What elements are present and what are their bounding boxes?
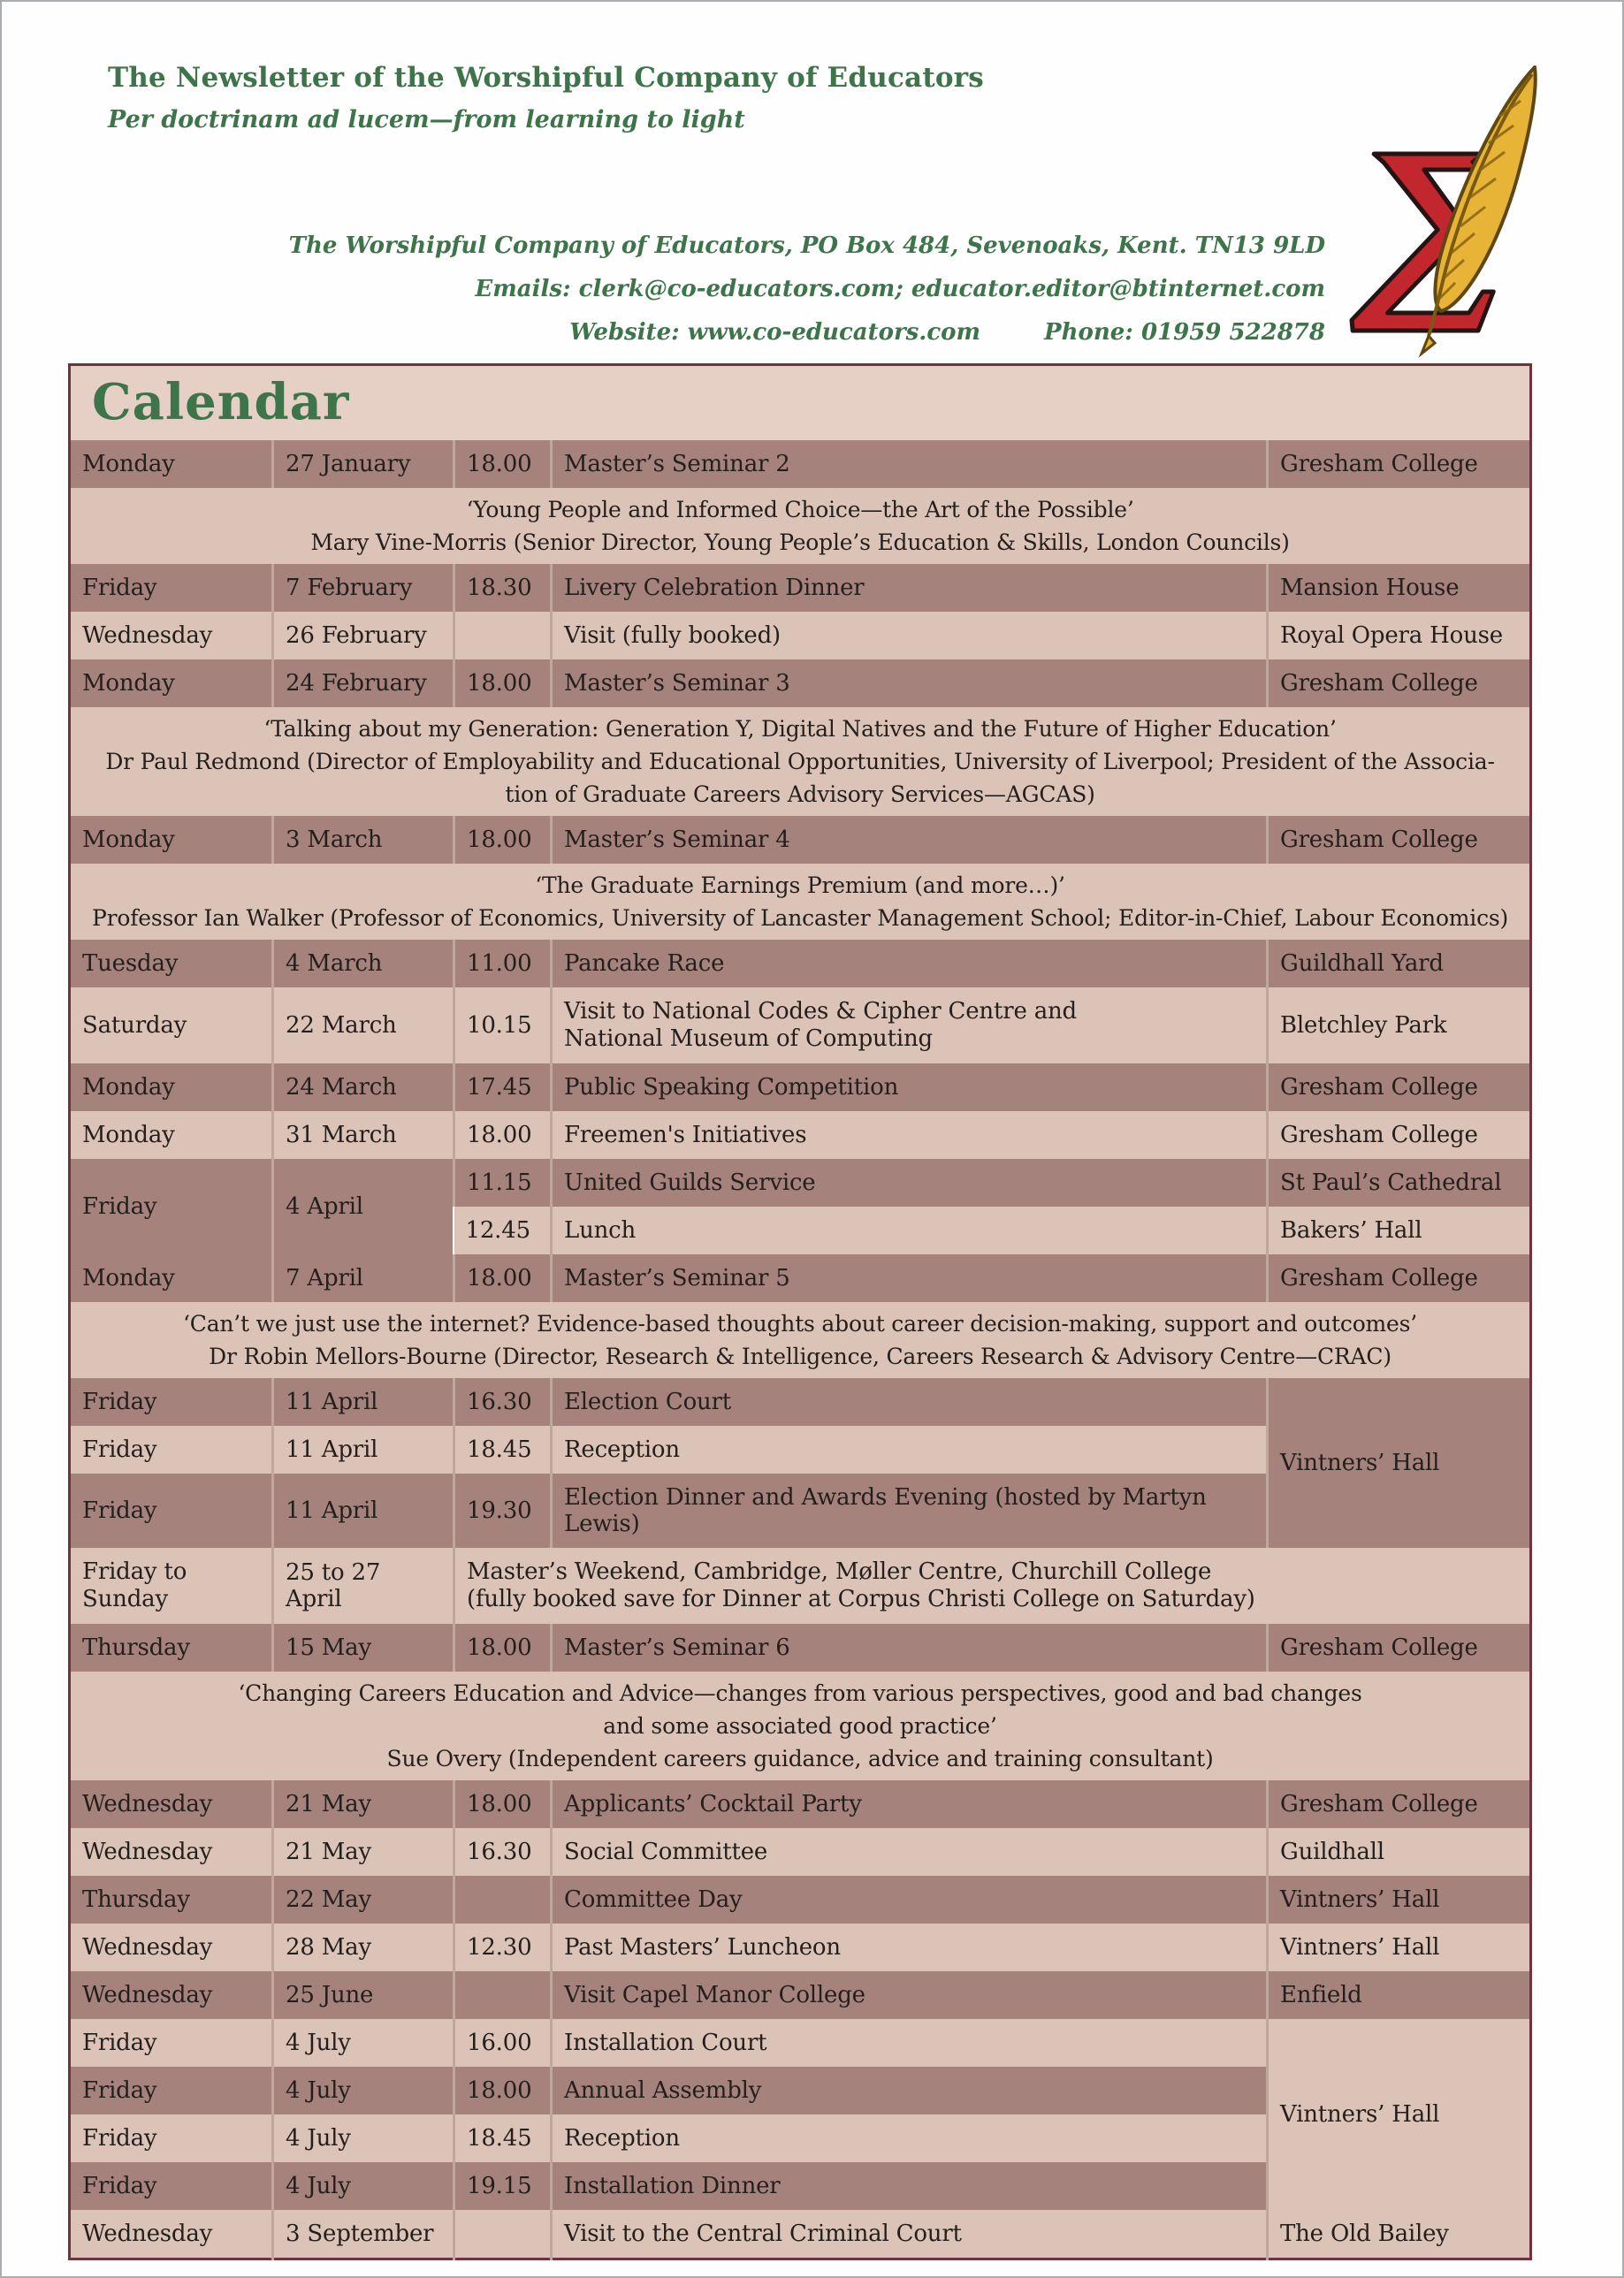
cell-event: Past Masters’ Luncheon: [552, 1924, 1268, 1971]
cell-loc: St Paul’s Cathedral: [1268, 1159, 1531, 1207]
cell-day: Wednesday: [70, 1924, 273, 1971]
calendar-event-row: [70, 1063, 1531, 1111]
cell-date: 7 April: [273, 1254, 454, 1302]
calendar-title-row: [70, 365, 1531, 441]
calendar-description-row: [70, 1302, 1531, 1378]
cell-day: Friday: [70, 1474, 273, 1548]
cell-loc: Gresham College: [1268, 1063, 1531, 1111]
cell-loc: Guildhall: [1268, 1828, 1531, 1876]
cell-loc: Guildhall Yard: [1268, 940, 1531, 987]
cell-loc: Gresham College: [1268, 816, 1531, 864]
cell-day: Friday: [70, 1378, 273, 1426]
calendar-event-row: [70, 816, 1531, 864]
cell-date: 24 February: [273, 659, 454, 707]
email-line: Emails: clerk@co-educators.com; educator.editor@btinternet.com: [475, 276, 1325, 302]
phone-text: Phone: 01959 522878: [1044, 319, 1325, 346]
cell-event: Livery Celebration Dinner: [552, 564, 1268, 612]
calendar-description-row: [70, 1672, 1531, 1780]
description-cell: ‘The Graduate Earnings Premium (and more…)’ Professor Ian Walker (Professor of Economics, University of Lancaster Management School; Editor-in-Chief, Labour Economics): [70, 864, 1531, 940]
cell-loc: Bletchley Park: [1268, 987, 1531, 1063]
cell-day: Friday: [70, 564, 273, 612]
cell-event: Election Dinner and Awards Evening (hosted by Martyn Lewis): [552, 1474, 1268, 1548]
cell-date: 22 March: [273, 987, 454, 1063]
description-cell: ‘Talking about my Generation: Generation Y, Digital Natives and the Future of Higher Education’ Dr Paul Redmond (Director of Employability and Educational Opportunities, University of Liverpool; President of the Associa- tion of Graduate Careers Advisory Services—AGCAS): [70, 707, 1531, 816]
cell-time: [454, 1971, 552, 2019]
cell-time: 16.00: [454, 2019, 552, 2067]
cell-day: Wednesday: [70, 1971, 273, 2019]
cell-day: Wednesday: [70, 1780, 273, 1828]
cell-date: 24 March: [273, 1063, 454, 1111]
cell-time: 19.15: [454, 2162, 552, 2210]
cell-date: 15 May: [273, 1624, 454, 1672]
contact-block: [2, 225, 1325, 354]
cell-loc: Royal Opera House: [1268, 612, 1531, 659]
cell-day: Thursday: [70, 1876, 273, 1924]
cell-event: Committee Day: [552, 1876, 1268, 1924]
cell-time: 18.00: [454, 1111, 552, 1159]
cell-time: 12.45: [454, 1207, 552, 1254]
calendar-event-row: [70, 1254, 1531, 1302]
cell-loc: Gresham College: [1268, 1780, 1531, 1828]
cell-date: 28 May: [273, 1924, 454, 1971]
cell-day: Friday to Sunday: [70, 1548, 273, 1624]
calendar-event-row: [70, 612, 1531, 659]
calendar-event-row: [70, 2210, 1531, 2259]
cell-time: 11.15: [454, 1159, 552, 1207]
cell-time: 17.45: [454, 1063, 552, 1111]
calendar-event-row: [70, 1624, 1531, 1672]
calendar-event-row: [70, 1548, 1531, 1624]
cell-date: 3 September: [273, 2210, 454, 2259]
cell-day: Friday: [70, 2114, 273, 2162]
cell-day: Monday: [70, 659, 273, 707]
cell-day: Friday: [70, 1426, 273, 1474]
newsletter-motto: Per doctrinam ad lucem—from learning to light: [108, 106, 745, 133]
cell-loc: Bakers’ Hall: [1268, 1207, 1531, 1254]
cell-time: [454, 2210, 552, 2259]
calendar-description-row: [70, 488, 1531, 564]
cell-date: 4 July: [273, 2067, 454, 2114]
calendar-event-row: [70, 1924, 1531, 1971]
cell-date: 31 March: [273, 1111, 454, 1159]
cell-time: 18.45: [454, 2114, 552, 2162]
cell-event: Installation Dinner: [552, 2162, 1268, 2210]
cell-day: Saturday: [70, 987, 273, 1063]
calendar-event-row: [70, 940, 1531, 987]
calendar-event-row: [70, 1111, 1531, 1159]
cell-time: 18.30: [454, 564, 552, 612]
cell-event: Master’s Seminar 3: [552, 659, 1268, 707]
cell-time: 18.00: [454, 1624, 552, 1672]
cell-time: 18.00: [454, 440, 552, 488]
cell-day: Wednesday: [70, 2210, 273, 2259]
description-cell: ‘Changing Careers Education and Advice—changes from various perspectives, good and bad changes and some associated good practice’ Sue Overy (Independent careers guidance, advice and training consultant): [70, 1672, 1531, 1780]
cell-date: 25 to 27 April: [273, 1548, 454, 1624]
calendar-event-row: [70, 440, 1531, 488]
cell-loc: Vintners’ Hall: [1268, 1378, 1531, 1548]
cell-event: Master’s Seminar 2: [552, 440, 1268, 488]
cell-event: Reception: [552, 1426, 1268, 1474]
cell-event: Master’s Weekend, Cambridge, Møller Centre, Churchill College (fully booked save for Dinner at Corpus Christi College on Saturday): [454, 1548, 1531, 1624]
postal-address: The Worshipful Company of Educators, PO Box 484, Sevenoaks, Kent. TN13 9LD: [288, 232, 1325, 259]
newsletter-title: The Newsletter of the Worshipful Company of Educators: [108, 62, 984, 94]
cell-time: 18.00: [454, 659, 552, 707]
calendar-event-row: [70, 1780, 1531, 1828]
cell-event: Social Committee: [552, 1828, 1268, 1876]
cell-event: Annual Assembly: [552, 2067, 1268, 2114]
calendar-title: Calendar: [70, 365, 1531, 441]
calendar-event-row: [70, 1971, 1531, 2019]
cell-loc: Gresham College: [1268, 1111, 1531, 1159]
calendar-event-row: [70, 1828, 1531, 1876]
cell-day: Thursday: [70, 1624, 273, 1672]
cell-time: [454, 1876, 552, 1924]
cell-event: Visit Capel Manor College: [552, 1971, 1268, 2019]
cell-event: Applicants’ Cocktail Party: [552, 1780, 1268, 1828]
cell-date: 4 April: [273, 1159, 454, 1254]
cell-event: Visit to the Central Criminal Court: [552, 2210, 1268, 2259]
cell-date: 4 July: [273, 2019, 454, 2067]
cell-event: Election Court: [552, 1378, 1268, 1426]
calendar-description-row: [70, 707, 1531, 816]
cell-date: 11 April: [273, 1426, 454, 1474]
cell-date: 11 April: [273, 1378, 454, 1426]
cell-loc: Vintners’ Hall: [1268, 1924, 1531, 1971]
cell-time: 18.00: [454, 1254, 552, 1302]
cell-event: Pancake Race: [552, 940, 1268, 987]
sigma-quill-icon: [1347, 55, 1600, 360]
description-cell: ‘Can’t we just use the internet? Evidence-based thoughts about career decision-making, support and outcomes’ Dr Robin Mellors-Bourne (Director, Research & Intelligence, Careers Research & Advisory Centre—CRAC): [70, 1302, 1531, 1378]
cell-loc: Gresham College: [1268, 1624, 1531, 1672]
cell-date: 21 May: [273, 1828, 454, 1876]
cell-event: Master’s Seminar 6: [552, 1624, 1268, 1672]
cell-loc: Vintners’ Hall: [1268, 1876, 1531, 1924]
cell-time: 12.30: [454, 1924, 552, 1971]
cell-time: 11.00: [454, 940, 552, 987]
cell-loc: The Old Bailey: [1268, 2210, 1531, 2259]
cell-event: Installation Court: [552, 2019, 1268, 2067]
cell-day: Friday: [70, 2067, 273, 2114]
cell-event: Master’s Seminar 4: [552, 816, 1268, 864]
calendar-event-row: [70, 987, 1531, 1063]
cell-date: 11 April: [273, 1474, 454, 1548]
cell-day: Wednesday: [70, 1828, 273, 1876]
description-cell: ‘Young People and Informed Choice—the Art of the Possible’ Mary Vine-Morris (Senior Director, Young People’s Education & Skills, London Councils): [70, 488, 1531, 564]
calendar-description-row: [70, 864, 1531, 940]
calendar-event-row: [70, 659, 1531, 707]
cell-day: Monday: [70, 1111, 273, 1159]
calendar-event-row: [70, 1378, 1531, 1426]
cell-event: Freemen's Initiatives: [552, 1111, 1268, 1159]
calendar-event-row: [70, 1876, 1531, 1924]
cell-loc: Gresham College: [1268, 1254, 1531, 1302]
cell-day: Monday: [70, 1063, 273, 1111]
cell-event: Visit to National Codes & Cipher Centre and National Museum of Computing: [552, 987, 1268, 1063]
calendar-table: [68, 363, 1532, 2260]
cell-time: 18.45: [454, 1426, 552, 1474]
cell-event: Visit (fully booked): [552, 612, 1268, 659]
cell-event: Lunch: [552, 1207, 1268, 1254]
calendar-event-row: [70, 564, 1531, 612]
cell-date: 27 January: [273, 440, 454, 488]
cell-time: 16.30: [454, 1828, 552, 1876]
cell-date: 4 July: [273, 2114, 454, 2162]
cell-date: 4 March: [273, 940, 454, 987]
cell-day: Monday: [70, 816, 273, 864]
cell-day: Wednesday: [70, 612, 273, 659]
cell-event: Reception: [552, 2114, 1268, 2162]
cell-date: 22 May: [273, 1876, 454, 1924]
calendar-event-row: [70, 2019, 1531, 2067]
cell-date: 7 February: [273, 564, 454, 612]
cell-day: Friday: [70, 2019, 273, 2067]
cell-time: 10.15: [454, 987, 552, 1063]
cell-date: 25 June: [273, 1971, 454, 2019]
cell-event: Master’s Seminar 5: [552, 1254, 1268, 1302]
cell-loc: Mansion House: [1268, 564, 1531, 612]
company-logo: [1347, 55, 1600, 360]
cell-date: 26 February: [273, 612, 454, 659]
cell-date: 21 May: [273, 1780, 454, 1828]
cell-day: Friday: [70, 1159, 273, 1254]
cell-loc: Gresham College: [1268, 659, 1531, 707]
cell-time: 19.30: [454, 1474, 552, 1548]
cell-day: Monday: [70, 1254, 273, 1302]
cell-time: 18.00: [454, 2067, 552, 2114]
cell-event: Public Speaking Competition: [552, 1063, 1268, 1111]
cell-loc: Vintners’ Hall: [1268, 2019, 1531, 2210]
cell-time: 18.00: [454, 816, 552, 864]
website-text: Website: www.co-educators.com: [569, 319, 981, 346]
cell-time: 18.00: [454, 1780, 552, 1828]
cell-loc: Gresham College: [1268, 440, 1531, 488]
cell-time: 16.30: [454, 1378, 552, 1426]
cell-event: United Guilds Service: [552, 1159, 1268, 1207]
cell-loc: Enfield: [1268, 1971, 1531, 2019]
cell-day: Tuesday: [70, 940, 273, 987]
website-phone-line: [2, 311, 1325, 354]
cell-date: 3 March: [273, 816, 454, 864]
calendar-event-row: [70, 1159, 1531, 1207]
cell-time: [454, 612, 552, 659]
cell-day: Monday: [70, 440, 273, 488]
cell-day: Friday: [70, 2162, 273, 2210]
cell-date: 4 July: [273, 2162, 454, 2210]
